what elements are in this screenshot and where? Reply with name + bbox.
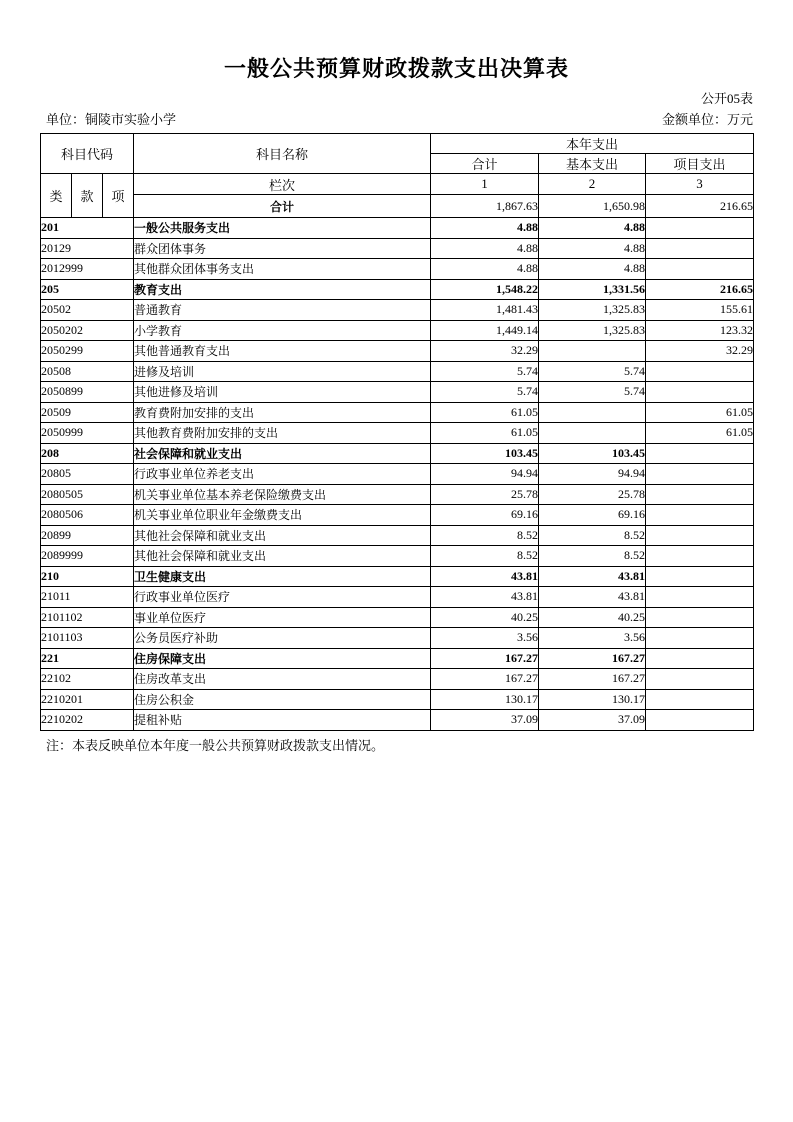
subject-name-cell: 一般公共服务支出 — [134, 218, 431, 239]
grand-total-basic: 1,650.98 — [539, 195, 646, 218]
basic-expenditure-cell: 4.88 — [539, 259, 646, 280]
table-body — [41, 218, 754, 731]
total-cell: 1,548.22 — [431, 279, 539, 300]
total-cell: 8.52 — [431, 546, 539, 567]
table-row — [41, 238, 754, 259]
total-cell: 69.16 — [431, 505, 539, 526]
subject-name-cell: 住房改革支出 — [134, 669, 431, 690]
basic-expenditure-cell — [539, 423, 646, 444]
project-expenditure-cell — [646, 546, 754, 567]
table-row — [41, 300, 754, 321]
subject-name-cell: 公务员医疗补助 — [134, 628, 431, 649]
total-cell: 37.09 — [431, 710, 539, 731]
basic-expenditure-cell: 167.27 — [539, 669, 646, 690]
header-col-section: 款 — [72, 174, 103, 218]
basic-expenditure-cell: 4.88 — [539, 218, 646, 239]
subject-name-cell: 教育支出 — [134, 279, 431, 300]
subject-code-cell: 20899 — [41, 525, 134, 546]
subject-code-cell: 2210202 — [41, 710, 134, 731]
subject-code-cell: 2050999 — [41, 423, 134, 444]
table-row — [41, 279, 754, 300]
table-row — [41, 525, 754, 546]
project-expenditure-cell — [646, 648, 754, 669]
basic-expenditure-cell: 1,325.83 — [539, 320, 646, 341]
subject-name-cell: 普通教育 — [134, 300, 431, 321]
subject-code-cell: 2089999 — [41, 546, 134, 567]
project-expenditure-cell — [646, 443, 754, 464]
basic-expenditure-cell: 25.78 — [539, 484, 646, 505]
subject-code-cell: 21011 — [41, 587, 134, 608]
basic-expenditure-cell — [539, 402, 646, 423]
total-cell: 4.88 — [431, 259, 539, 280]
project-expenditure-cell: 61.05 — [646, 423, 754, 444]
table-row — [41, 669, 754, 690]
basic-expenditure-cell: 5.74 — [539, 382, 646, 403]
basic-expenditure-cell: 43.81 — [539, 566, 646, 587]
subject-code-cell: 2050299 — [41, 341, 134, 362]
project-expenditure-cell — [646, 566, 754, 587]
table-row — [41, 648, 754, 669]
column-index-1: 1 — [431, 174, 539, 195]
project-expenditure-cell — [646, 689, 754, 710]
subject-code-cell: 210 — [41, 566, 134, 587]
basic-expenditure-cell: 8.52 — [539, 525, 646, 546]
total-cell: 32.29 — [431, 341, 539, 362]
subject-code-cell: 205 — [41, 279, 134, 300]
form-code-label: 公开05表 — [700, 91, 753, 106]
basic-expenditure-cell: 1,331.56 — [539, 279, 646, 300]
footnote: 注：本表反映单位本年度一般公共预算财政拨款支出情况。 — [46, 737, 385, 753]
header-col-total: 合计 — [431, 154, 539, 174]
basic-expenditure-cell: 5.74 — [539, 361, 646, 382]
subject-name-cell: 其他群众团体事务支出 — [134, 259, 431, 280]
total-cell: 5.74 — [431, 382, 539, 403]
table-row — [41, 484, 754, 505]
header-subject-name: 科目名称 — [134, 134, 431, 174]
total-cell: 1,481.43 — [431, 300, 539, 321]
budget-table — [40, 133, 754, 731]
subject-code-cell: 2050202 — [41, 320, 134, 341]
subject-code-cell: 208 — [41, 443, 134, 464]
subject-code-cell: 20509 — [41, 402, 134, 423]
table-row — [41, 361, 754, 382]
project-expenditure-cell — [646, 382, 754, 403]
table-row — [41, 320, 754, 341]
table-row — [41, 259, 754, 280]
unit-label: 单位：铜陵市实验小学 — [46, 112, 177, 127]
subject-name-cell: 住房公积金 — [134, 689, 431, 710]
subject-name-cell: 小学教育 — [134, 320, 431, 341]
basic-expenditure-cell: 40.25 — [539, 607, 646, 628]
project-expenditure-cell — [646, 505, 754, 526]
subject-code-cell: 2012999 — [41, 259, 134, 280]
basic-expenditure-cell — [539, 341, 646, 362]
subject-name-cell: 社会保障和就业支出 — [134, 443, 431, 464]
header-col-basic: 基本支出 — [539, 154, 646, 174]
grand-total-label: 合计 — [134, 195, 431, 218]
header-col-project: 项目支出 — [646, 154, 754, 174]
total-cell: 167.27 — [431, 669, 539, 690]
table-row — [41, 710, 754, 731]
header-current-year-expenditure: 本年支出 — [431, 134, 754, 154]
subject-name-cell: 其他普通教育支出 — [134, 341, 431, 362]
basic-expenditure-cell: 167.27 — [539, 648, 646, 669]
total-cell: 8.52 — [431, 525, 539, 546]
grand-total-total: 1,867.63 — [431, 195, 539, 218]
table-row — [41, 566, 754, 587]
amount-unit-label: 金额单位：万元 — [661, 112, 753, 127]
total-cell: 167.27 — [431, 648, 539, 669]
subject-name-cell: 其他教育费附加安排的支出 — [134, 423, 431, 444]
table-row — [41, 587, 754, 608]
total-cell: 130.17 — [431, 689, 539, 710]
subject-code-cell: 201 — [41, 218, 134, 239]
grand-total-row — [41, 195, 754, 218]
basic-expenditure-cell: 94.94 — [539, 464, 646, 485]
subject-code-cell: 2210201 — [41, 689, 134, 710]
page-title: 一般公共预算财政拨款支出决算表 — [223, 56, 569, 81]
project-expenditure-cell — [646, 669, 754, 690]
basic-expenditure-cell: 43.81 — [539, 587, 646, 608]
subject-code-cell: 2080506 — [41, 505, 134, 526]
subject-code-cell: 2101103 — [41, 628, 134, 649]
subject-name-cell: 群众团体事务 — [134, 238, 431, 259]
subject-name-cell: 机关事业单位职业年金缴费支出 — [134, 505, 431, 526]
table-row — [41, 689, 754, 710]
project-expenditure-cell — [646, 587, 754, 608]
table-row — [41, 341, 754, 362]
subject-name-cell: 其他社会保障和就业支出 — [134, 546, 431, 567]
table-row — [41, 443, 754, 464]
basic-expenditure-cell: 103.45 — [539, 443, 646, 464]
total-cell: 4.88 — [431, 238, 539, 259]
table-row — [41, 218, 754, 239]
subject-code-cell: 2050899 — [41, 382, 134, 403]
project-expenditure-cell: 61.05 — [646, 402, 754, 423]
header-row-3 — [41, 174, 754, 195]
subject-code-cell: 20508 — [41, 361, 134, 382]
table-row — [41, 382, 754, 403]
subject-name-cell: 事业单位医疗 — [134, 607, 431, 628]
project-expenditure-cell — [646, 259, 754, 280]
row-index-label: 栏次 — [134, 174, 431, 195]
subject-code-cell: 22102 — [41, 669, 134, 690]
total-cell: 3.56 — [431, 628, 539, 649]
project-expenditure-cell — [646, 361, 754, 382]
basic-expenditure-cell: 37.09 — [539, 710, 646, 731]
table-row — [41, 423, 754, 444]
project-expenditure-cell: 216.65 — [646, 279, 754, 300]
subject-name-cell: 其他进修及培训 — [134, 382, 431, 403]
total-cell: 103.45 — [431, 443, 539, 464]
basic-expenditure-cell: 3.56 — [539, 628, 646, 649]
total-cell: 25.78 — [431, 484, 539, 505]
project-expenditure-cell: 155.61 — [646, 300, 754, 321]
subject-name-cell: 卫生健康支出 — [134, 566, 431, 587]
total-cell: 61.05 — [431, 423, 539, 444]
subject-code-cell: 20805 — [41, 464, 134, 485]
project-expenditure-cell: 32.29 — [646, 341, 754, 362]
subject-name-cell: 机关事业单位基本养老保险缴费支出 — [134, 484, 431, 505]
total-cell: 4.88 — [431, 218, 539, 239]
header-row-1 — [41, 134, 754, 154]
meta-row — [40, 111, 753, 128]
project-expenditure-cell — [646, 464, 754, 485]
basic-expenditure-cell: 69.16 — [539, 505, 646, 526]
total-cell: 40.25 — [431, 607, 539, 628]
table-row — [41, 464, 754, 485]
subject-code-cell: 20502 — [41, 300, 134, 321]
total-cell: 5.74 — [431, 361, 539, 382]
basic-expenditure-cell: 130.17 — [539, 689, 646, 710]
basic-expenditure-cell: 8.52 — [539, 546, 646, 567]
project-expenditure-cell — [646, 525, 754, 546]
header-col-class: 类 — [41, 174, 72, 218]
project-expenditure-cell — [646, 484, 754, 505]
subject-code-cell: 221 — [41, 648, 134, 669]
subject-name-cell: 行政事业单位养老支出 — [134, 464, 431, 485]
subject-code-cell: 2101102 — [41, 607, 134, 628]
total-cell: 1,449.14 — [431, 320, 539, 341]
subject-code-cell: 20129 — [41, 238, 134, 259]
subject-name-cell: 进修及培训 — [134, 361, 431, 382]
basic-expenditure-cell: 4.88 — [539, 238, 646, 259]
project-expenditure-cell — [646, 710, 754, 731]
project-expenditure-cell — [646, 238, 754, 259]
subject-name-cell: 提租补贴 — [134, 710, 431, 731]
subject-name-cell: 教育费附加安排的支出 — [134, 402, 431, 423]
project-expenditure-cell — [646, 628, 754, 649]
total-cell: 43.81 — [431, 587, 539, 608]
header-subject-code: 科目代码 — [41, 134, 134, 174]
table-row — [41, 628, 754, 649]
table-row — [41, 546, 754, 567]
subject-name-cell: 行政事业单位医疗 — [134, 587, 431, 608]
table-row — [41, 607, 754, 628]
grand-total-project: 216.65 — [646, 195, 754, 218]
total-cell: 43.81 — [431, 566, 539, 587]
project-expenditure-cell — [646, 607, 754, 628]
column-index-3: 3 — [646, 174, 754, 195]
project-expenditure-cell: 123.32 — [646, 320, 754, 341]
subject-code-cell: 2080505 — [41, 484, 134, 505]
subject-name-cell: 住房保障支出 — [134, 648, 431, 669]
table-row — [41, 505, 754, 526]
subject-name-cell: 其他社会保障和就业支出 — [134, 525, 431, 546]
table-row — [41, 402, 754, 423]
total-cell: 61.05 — [431, 402, 539, 423]
basic-expenditure-cell: 1,325.83 — [539, 300, 646, 321]
total-cell: 94.94 — [431, 464, 539, 485]
header-col-item: 项 — [103, 174, 134, 218]
project-expenditure-cell — [646, 218, 754, 239]
column-index-2: 2 — [539, 174, 646, 195]
